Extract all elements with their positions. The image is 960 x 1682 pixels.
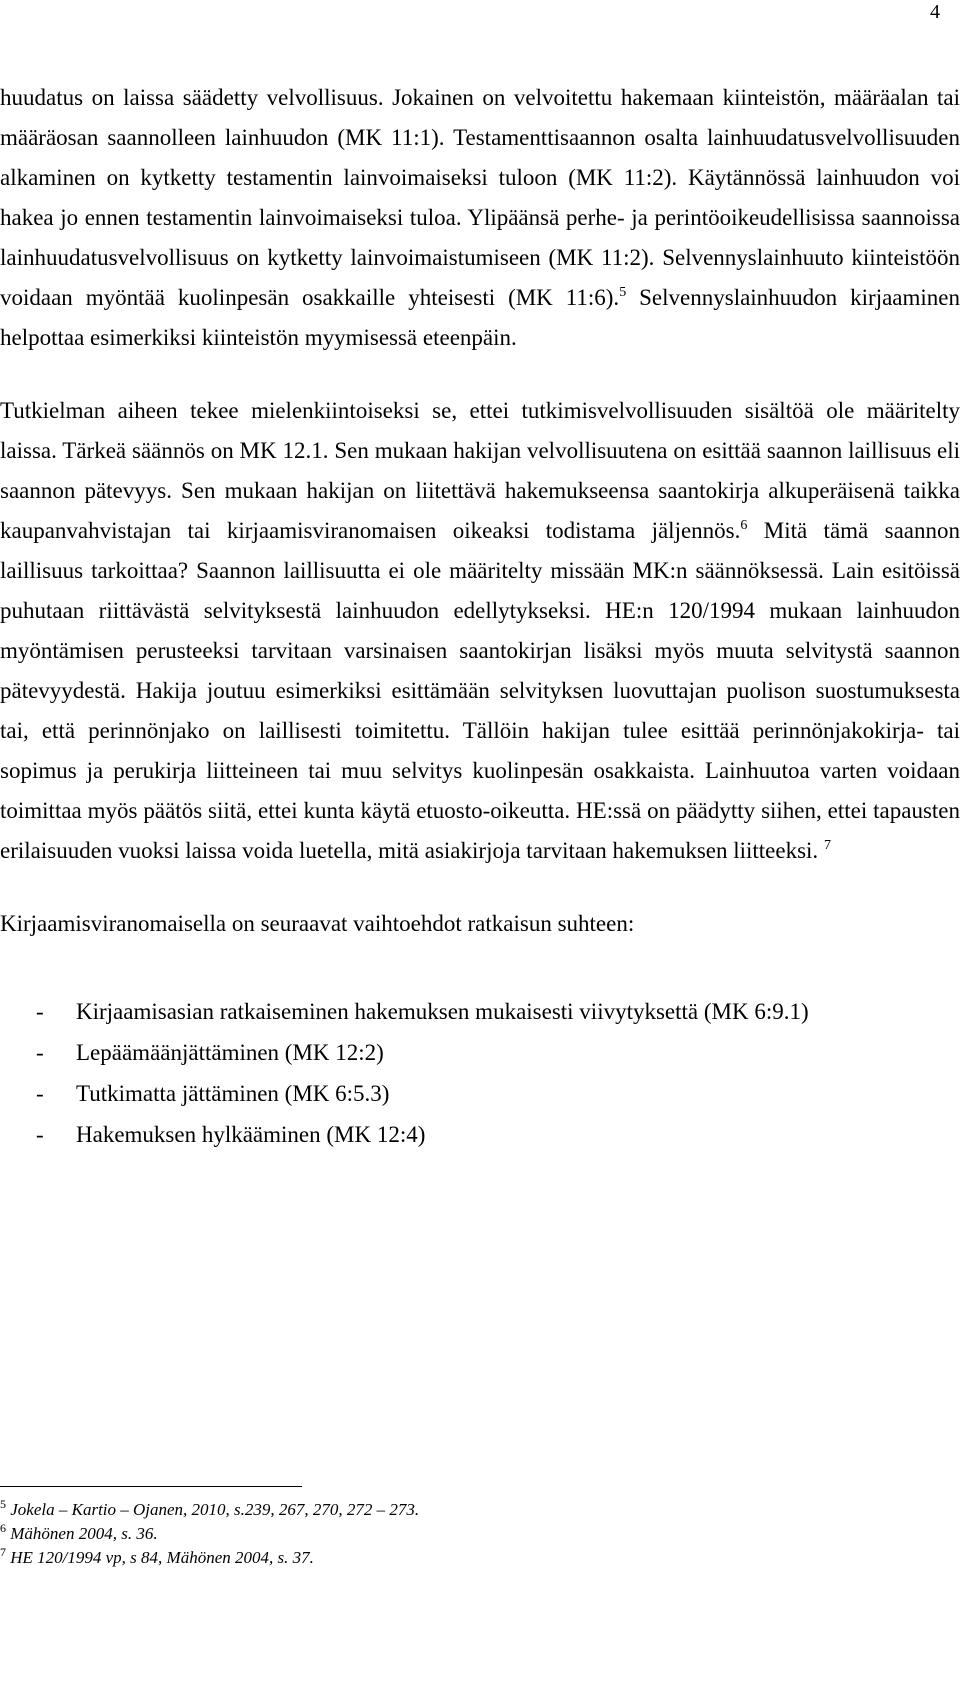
list-item: [0, 1032, 960, 1073]
footnote-ref[interactable]: 7: [823, 838, 831, 853]
paragraph-lainhuudatus: [0, 78, 960, 358]
paragraph-text: Kirjaamisviranomaisella on seuraavat vaihtoehdot ratkaisun suhteen:: [0, 911, 635, 936]
list-bullet: -: [36, 1081, 44, 1106]
list-item-text: Tutkimatta jättäminen (MK 6:5.3): [76, 1081, 390, 1106]
paragraph-tutkielman-aihe: [0, 391, 960, 871]
list-bullet: -: [36, 1040, 44, 1065]
footnote-7: [0, 1546, 960, 1570]
footnote-ref[interactable]: 5: [619, 285, 627, 300]
paragraph-text: huudatus on laissa säädetty velvollisuus. Jokainen on velvoitettu hakemaan kiinteistön, määräalan tai määräosan saannolleen lainhuudon (MK 11:1). Testamenttisaannon osalta lainhuudatusvelvollisuuden alkaminen on kytketty testamentin lainvoimaiseksi tuloon (MK 11:2). Käytännössä lainhuudon voi hakea jo ennen testamentin lainvoimaiseksi tuloa. Ylipäänsä perhe- ja perintöoikeudellisissa saannoissa lainhuudatusvelvollisuus on kytketty lainvoimaistumiseen (MK 11:2). Selvennyslainhuuto kiinteistöön voidaan myöntää kuolinpesän osakkaille yhteisesti (MK 11:6).: [0, 85, 960, 310]
footnote-6: [0, 1522, 960, 1546]
list-item: [0, 1073, 960, 1114]
footnote-text: Mähönen 2004, s. 36.: [10, 1524, 158, 1543]
paragraph-vaihtoehdot-intro: [0, 904, 960, 944]
list-item: [0, 1114, 960, 1155]
footnotes: [0, 1498, 960, 1570]
footnote-5: [0, 1498, 960, 1522]
paragraph-text: Tutkielman aiheen tekee mielenkiintoiseksi se, ettei tutkimisvelvollisuuden sisältöä ole määritelty laissa. Tärkeä säännös on MK 12.1. Sen mukaan hakijan velvollisuutena on esittää saannon laillisuus eli saannon pätevyys. Sen mukaan hakijan on liitettävä hakemukseensa saantokirja alkuperäisenä taikka kaupanvahvistajan tai kirjaamisviranomaisen oikeaksi todistama jäljennös.: [0, 398, 960, 543]
paragraph-text: Mitä tämä saannon laillisuus tarkoittaa? Saannon laillisuutta ei ole määritelty missään MK:n säännöksessä. Lain esitöissä puhutaan riittävästä selvityksestä lainhuudon edellytykseksi. HE:n 120/1994 mukaan lainhuudon myöntämisen perusteeksi tarvitaan varsinaisen saantokirjan lisäksi myös muuta selvitystä saannon pätevyydestä. Hakija joutuu esimerkiksi esittämään selvityksen luovuttajan puolison suostumuksesta tai, että perinnönjako on laillisesti toimitettu. Tällöin hakijan tulee esittää perinnönjakokirja- tai sopimus ja perukirja liitteineen tai muu selvitys kuolinpesän osakkaista. Lainhuutoa varten voidaan toimittaa myös päätös siitä, ettei kunta käytä etuosto-oikeutta. HE:ssä on päädytty siihen, ettei tapausten erilaisuuden vuoksi laissa voida luetella, mitä asiakirjoja tarvitaan hakemuksen liitteeksi.: [0, 518, 960, 863]
list-bullet: -: [36, 999, 44, 1024]
options-list: [0, 991, 960, 1155]
footnote-number: 5: [0, 1497, 6, 1511]
list-bullet: -: [36, 1122, 44, 1147]
footnote-text: HE 120/1994 vp, s 84, Mähönen 2004, s. 37.: [10, 1548, 314, 1567]
list-item-text: Kirjaamisasian ratkaiseminen hakemuksen mukaisesti viivytyksettä (MK 6:9.1): [76, 999, 809, 1024]
paragraph-text: Selvennyslainhuudon kirjaaminen helpottaa esimerkiksi kiinteistön myymisessä eteenpäin.: [0, 285, 960, 350]
list-item: [0, 991, 960, 1032]
footnote-text: Jokela – Kartio – Ojanen, 2010, s.239, 267, 270, 272 – 273.: [10, 1500, 420, 1519]
footnote-divider: [0, 1486, 302, 1487]
footnote-ref[interactable]: 6: [740, 518, 748, 533]
body-text: [0, 78, 960, 1155]
footnote-number: 6: [0, 1521, 6, 1535]
page-number: 4: [930, 1, 940, 23]
list-item-text: Lepäämäänjättäminen (MK 12:2): [76, 1040, 384, 1065]
footnote-number: 7: [0, 1545, 6, 1559]
list-item-text: Hakemuksen hylkääminen (MK 12:4): [76, 1122, 426, 1147]
